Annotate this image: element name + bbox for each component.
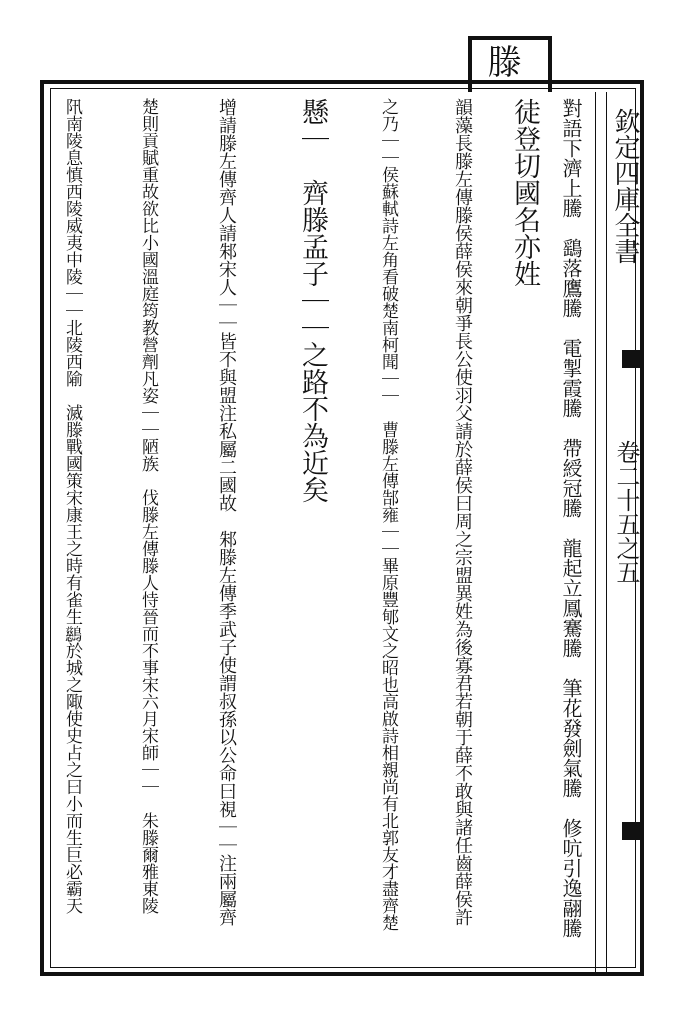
text-column-6: 增請滕左傳齊人請邾宋人｜｜皆不與盟注私屬二國故 邾滕左傳季武子使謂叔孫以公命曰視｜｜注兩屬齊 [216,98,237,926]
text-column-8: 阠南陵息慎西陵威夷中陵｜｜北陵西隃 滅滕戰國策宋康王之時有雀生𪇔於城之陬使史占之曰小而生巨必霸天 [62,98,82,914]
text-column-4: 之乃｜｜侯蘇軾詩左角看破楚南柯聞｜｜ 曹滕左傳郜雍｜｜畢原豐郇文之昭也高啟詩相親尚有北郭友才盡齊楚 [378,98,398,931]
fishtail-mark-top [622,350,644,368]
header-character: 滕 [481,44,521,78]
text-column-2: 徒登切國名亦姓 [509,98,540,287]
column-rule [595,92,596,972]
margin-book-title: 欽定四庫全書 [610,108,640,264]
fishtail-mark-bottom [622,822,644,840]
text-column-3: 韻藻長滕左傳滕侯薛侯來朝爭長公使羽父請於薛侯曰周之宗盟異姓為後寡君若朝于薛不敢與諸任齒薛侯許 [452,98,473,926]
margin-volume-number: 卷二十五之五 [612,440,640,584]
text-column-7: 楚則貢賦重故欲比小國溫庭筠教營劑凡姿｜｜陋族 伐滕左傳滕人恃晉而不事宋六月宋師｜｜ 朱滕爾雅東陵 [138,98,158,914]
text-column-5: 懸｜ 齊滕孟子｜｜之路不為近矣 [297,98,328,503]
text-column-1: 對語下濟上騰 鷂落鷹騰 電掣霞騰 帶綬冠騰 龍起立鳳騫騰 筆花發劍氣騰 修吭引逸翮騰 [559,98,583,938]
